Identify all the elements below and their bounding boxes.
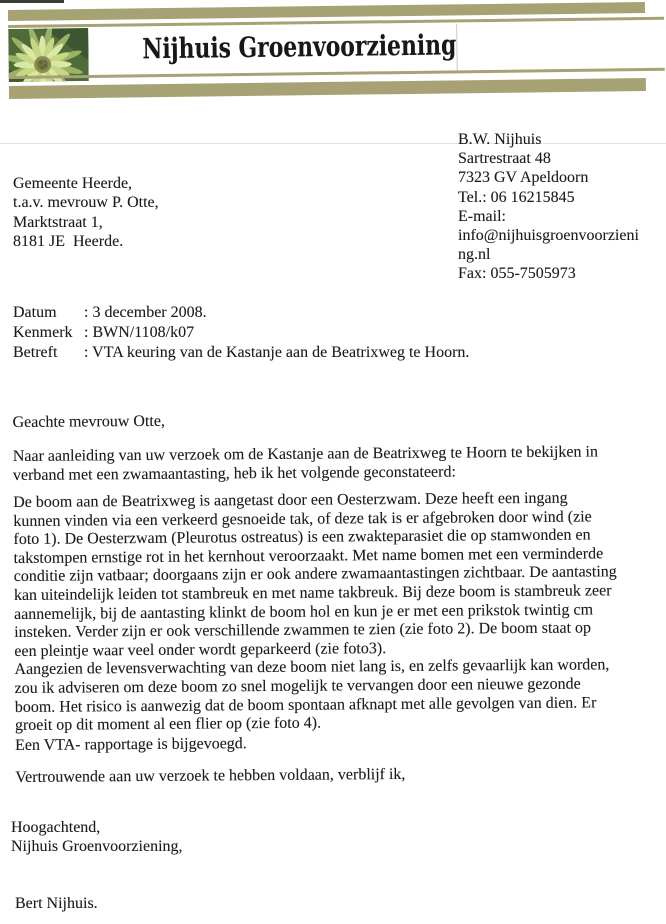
intro-line: Naar aanleiding van uw verzoek om de Kastanje aan de Beatrixweg te Hoorn te bekijken in: [12, 443, 598, 466]
recipient-address-line: Gemeente Heerde,: [13, 175, 133, 192]
sender-address-line: B.W. Nijhuis: [458, 131, 542, 148]
meta-label-datum: Datum: [13, 304, 57, 321]
body-line: foto 1). De Oesterzwam (Pleurotus ostreatus) is een zwakteparasiet die op stamwonden en: [13, 526, 591, 549]
company-name: Nijhuis Groenvoorziening: [142, 28, 457, 66]
body-line: Aangezien de levensverwachting van deze boom niet lang is, en zelfs gevaarlijk kan worden,: [14, 656, 610, 679]
body-line: insteken. Verder zijn er ook verschillende zwammen te zien (zie foto 2). De boom staat op: [14, 619, 592, 642]
signoff: [11, 818, 183, 857]
recipient-address-line: Marktstraat 1,: [13, 213, 103, 231]
salutation: Geachte mevrouw Otte,: [12, 412, 166, 432]
signee-name: Bert Nijhuis.: [15, 895, 98, 912]
body-line: takstompen ernstige rot in het kernhout veroorzaakt. Met name bomen met een verminderde: [13, 545, 604, 567]
sender-address-line: Sartrestraat 48: [458, 150, 551, 168]
closing-sentence: Vertrouwende aan uw verzoek te hebben voldaan, verblijf ik,: [15, 765, 406, 786]
attachment-note: Een VTA- rapportage is bijgevoegd.: [15, 735, 247, 754]
meta-value-kenmerk: : BWN/1108/k07: [84, 324, 195, 341]
sender-address-line: E-mail:: [458, 207, 506, 225]
signoff-line: Hoogachtend,: [11, 819, 101, 836]
body-line: De boom aan de Beatrixweg is aangetast door een Oesterzwam. Deze heeft een ingang: [13, 489, 568, 511]
sender-address-line: ng.nl: [458, 246, 491, 264]
body-line: kunnen vinden via een verkeerd gesnoeide tak, of deze tak is er afgebroken door wind (zie: [13, 508, 592, 530]
meta-value-datum: : 3 december 2008.: [84, 304, 207, 321]
main-paragraph: [13, 489, 618, 735]
recipient-address-line: t.a.v. mevrouw P. Otte,: [13, 194, 159, 212]
body-line: kan uiteindelijk leiden tot stambreuk en met name takbreuk. Bij deze boom is stambreuk zeer: [13, 582, 612, 604]
sender-address-line: 7323 GV Apeldoorn: [458, 169, 589, 187]
body-line: boom. Het risico is aanwezig dat de boom spontaan afknapt met alle gevolgen van dien. Er: [14, 693, 597, 716]
body-line: zou ik adviseren om deze boom zo snel mogelijk te vervangen door een nieuwe gezonde: [14, 675, 581, 697]
sender-address-line: Tel.: 06 16215845: [458, 188, 575, 206]
meta-label-kenmerk: Kenmerk: [13, 324, 73, 341]
sender-address-line: Fax: 055-7505973: [458, 265, 576, 283]
intro-line: verband met een zwamaantasting, heb ik het volgende geconstateerd:: [12, 463, 456, 484]
body-line: een pleintje waar veel onder wordt geparkeerd (zie foto3).: [14, 639, 387, 660]
body-line: conditie zijn vatbaar; doorgaans zijn er ook andere zwamaantastingen zichtbaar. De aantasting: [13, 563, 617, 586]
meta-value-betreft: : VTA keuring van de Kastanje aan de Beatrixweg te Hoorn.: [84, 344, 470, 361]
intro-paragraph: [13, 443, 598, 485]
signoff-line: Nijhuis Groenvoorziening,: [11, 838, 183, 856]
body-line: aannemelijk, bij de aantasting klinkt de boom hol en kun je er met een prikstok twintig cm: [13, 601, 594, 623]
body-line: groeit op dit moment al een flier op (zie foto 4).: [14, 714, 322, 735]
sender-address-line: info@nijhuisgroenvoorzieni: [458, 227, 639, 245]
recipient-address-line: 8181 JE Heerde.: [13, 232, 124, 250]
meta-label-betreft: Betreft: [13, 344, 58, 361]
